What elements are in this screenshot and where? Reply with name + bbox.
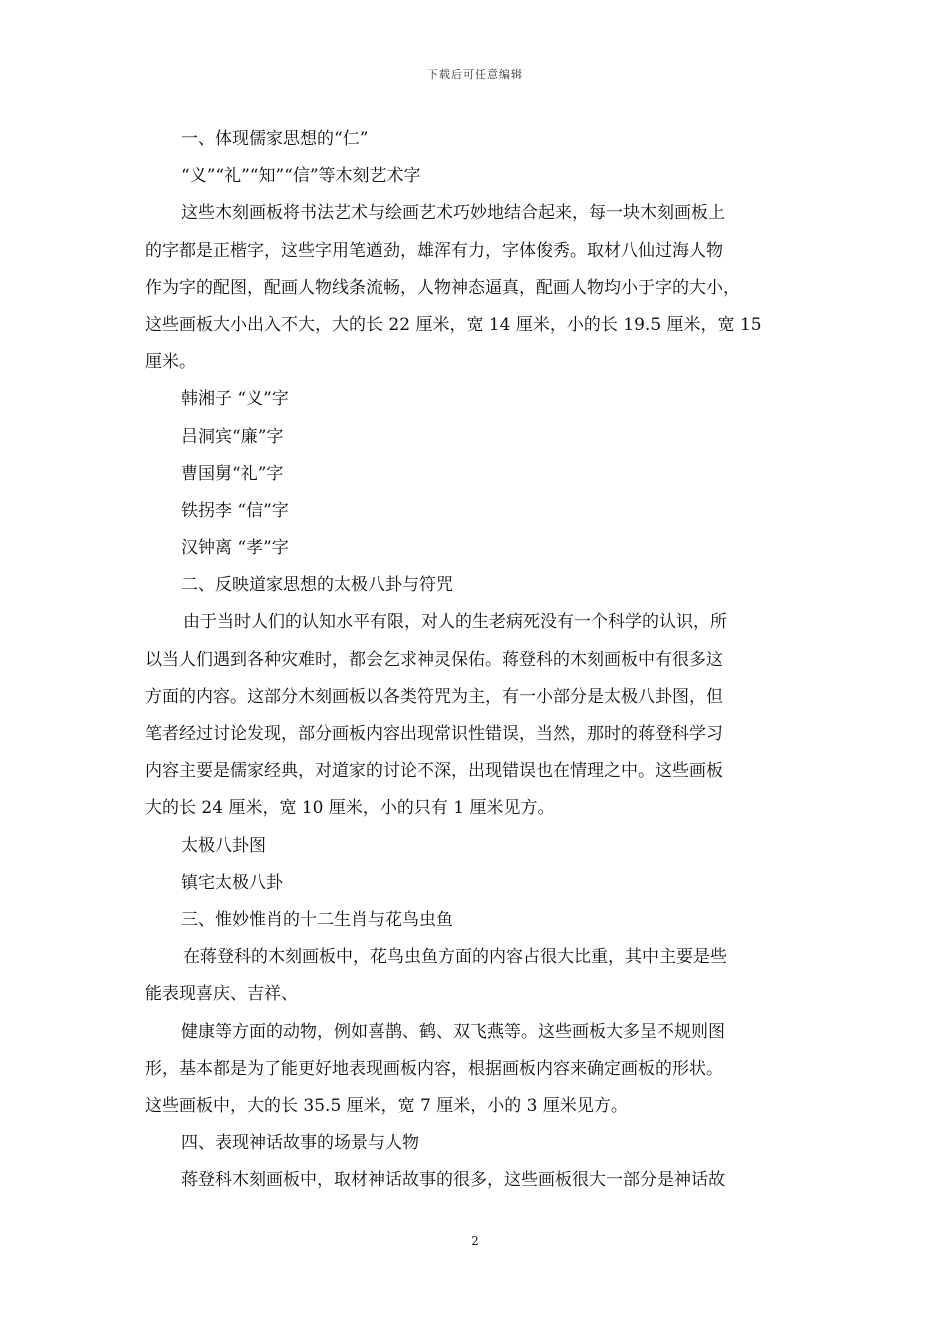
- text-line: 内容主要是儒家经典，对道家的讨论不深，出现错误也在情理之中。这些画板: [145, 761, 723, 782]
- text-line: 韩湘子 “义”字: [181, 389, 289, 410]
- text-line: 大的长 24 厘米，宽 10 厘米，小的只有 1 厘米见方。: [145, 798, 555, 819]
- text-line: 二、反映道家思想的太极八卦与符咒: [181, 575, 453, 596]
- text-line: 蒋登科木刻画板中，取材神话故事的很多，这些画板很大一部分是神话故: [181, 1170, 725, 1191]
- text-line: 能表现喜庆、吉祥、: [145, 984, 298, 1005]
- text-line: 吕洞宾“廉”字: [181, 426, 284, 447]
- text-line: 铁拐李 “信”字: [181, 500, 289, 521]
- text-line: 作为字的配图，配画人物线条流畅，人物神态逼真，配画人物均小于字的大小，: [145, 277, 740, 298]
- text-line: 太极八卦图: [181, 835, 266, 856]
- text-line: 这些画板大小出入不大，大的长 22 厘米，宽 14 厘米，小的长 19.5 厘米，宽 15: [145, 314, 762, 335]
- text-line: 笔者经过讨论发现，部分画板内容出现常识性错误，当然，那时的蒋登科学习: [145, 724, 723, 744]
- text-line: 汉钟离 “孝”字: [181, 538, 289, 559]
- text-line: 方面的内容。这部分木刻画板以各类符咒为主，有一小部分是太极八卦图，但: [145, 686, 723, 707]
- text-line: 这些木刻画板将书法艺术与绘画艺术巧妙地结合起来，每一块木刻画板上: [181, 203, 725, 224]
- page-number: 2: [471, 1234, 479, 1248]
- document-body: [145, 121, 813, 1199]
- text-line: 四、表现神话故事的场景与人物: [181, 1133, 419, 1154]
- text-line: 在蒋登科的木刻画板中，花鸟虫鱼方面的内容占很大比重，其中主要是些: [183, 947, 727, 968]
- text-line: 健康等方面的动物，例如喜鹊、鹤、双飞燕等。这些画板大多呈不规则图: [181, 1021, 725, 1042]
- text-line: 一、体现儒家思想的“仁”: [181, 129, 369, 149]
- text-line: 镇宅太极八卦: [181, 872, 283, 893]
- text-line: 形，基本都是为了能更好地表现画板内容，根据画板内容来确定画板的形状。: [145, 1058, 723, 1079]
- text-line: 厘米。: [145, 352, 196, 373]
- text-line: “义”“礼”“知”“信”等木刻艺术字: [181, 166, 421, 187]
- page-header: 下载后可任意编辑: [427, 68, 523, 81]
- text-line: 由于当时人们的认知水平有限，对人的生老病死没有一个科学的认识，所: [183, 612, 727, 633]
- text-line: 的字都是正楷字，这些字用笔遒劲，雄浑有力，字体俊秀。取材八仙过海人物: [145, 240, 723, 261]
- text-line: 这些画板中，大的长 35.5 厘米，宽 7 厘米，小的 3 厘米见方。: [145, 1095, 628, 1116]
- text-line: 以当人们遇到各种灾难时，都会乞求神灵保佑。蒋登科的木刻画板中有很多这: [145, 649, 723, 670]
- text-line: 三、惟妙惟肖的十二生肖与花鸟虫鱼: [181, 909, 453, 930]
- text-line: 曹国舅“礼”字: [181, 463, 284, 484]
